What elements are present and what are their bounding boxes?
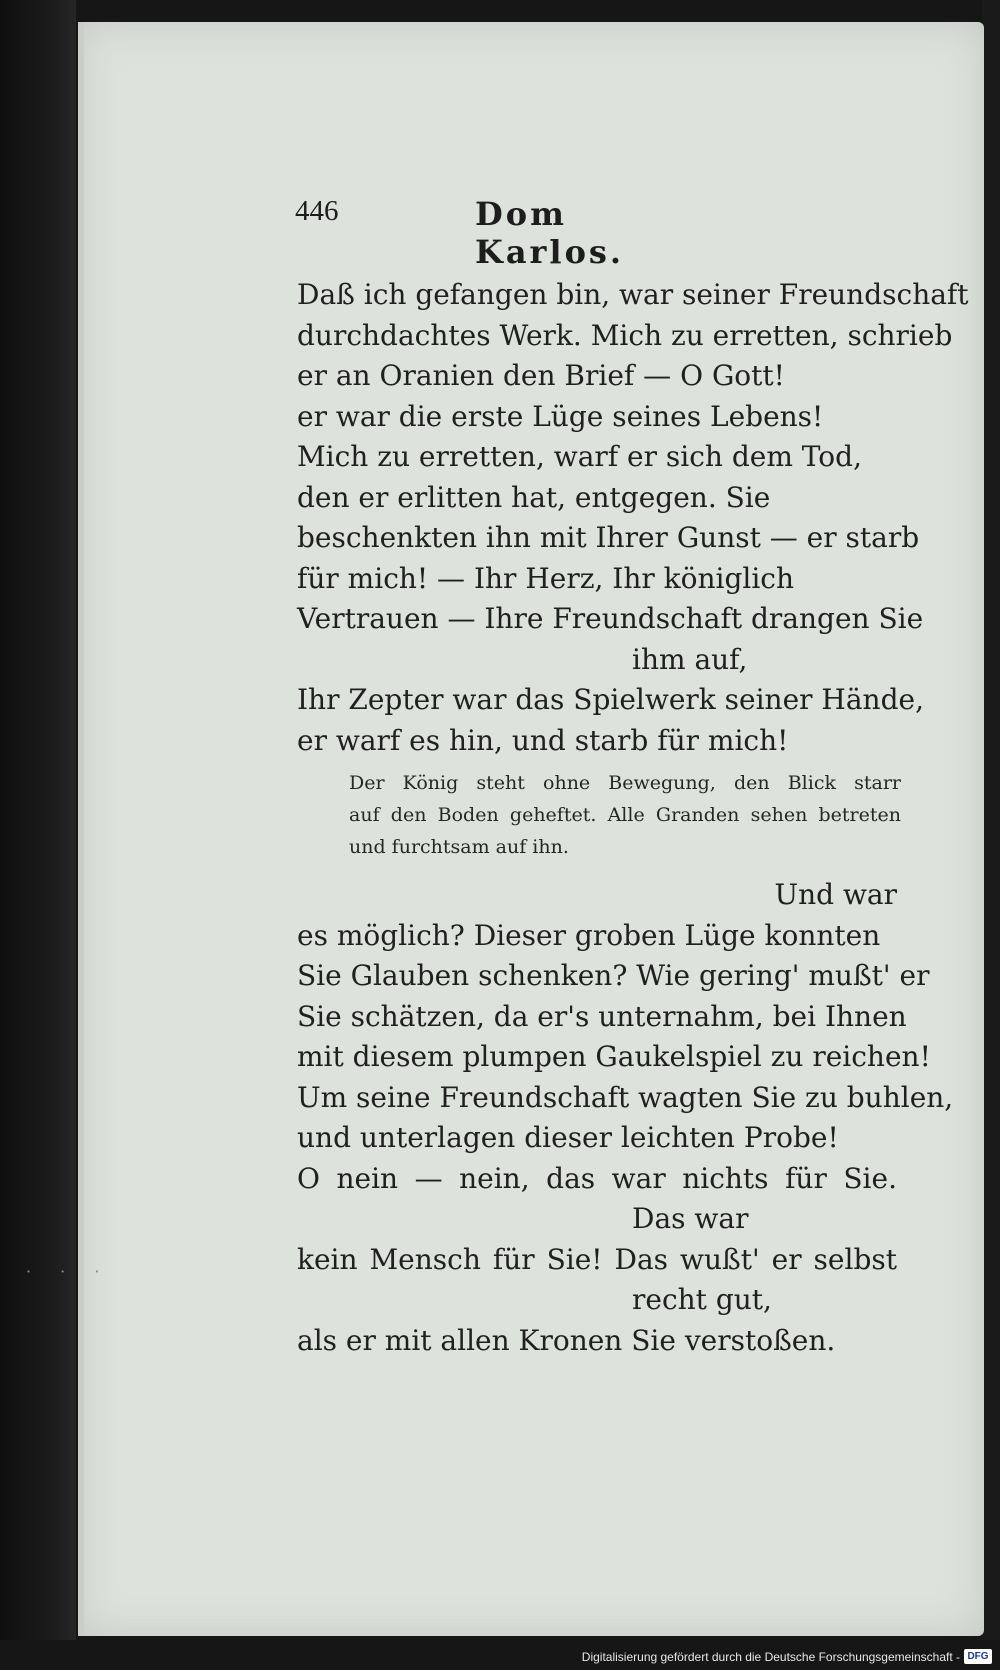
text-line: Um seine Freundschaft wagten Sie zu buhlen, <box>297 1080 954 1114</box>
text-line: Mich zu erretten, warf er sich dem Tod, <box>297 440 862 473</box>
page-body <box>297 275 969 1361</box>
stage-direction-line: auf den Boden geheftet. Alle Granden sehen betreten <box>349 804 901 826</box>
text-line: er an Oranien den Brief — O Gott! <box>297 359 785 392</box>
verse-block-1 <box>297 275 969 761</box>
text-line: Das war <box>632 1202 749 1235</box>
stage-direction-line: Der König steht ohne Bewegung, den Blick starr <box>349 772 901 794</box>
text-line: als er mit allen Kronen Sie verstoßen. <box>297 1323 836 1357</box>
text-line: Und war <box>774 878 897 911</box>
margin-dots: · · · <box>26 1262 112 1281</box>
stage-direction <box>297 767 901 863</box>
text-line: Daß ich gefangen bin, war seiner Freundschaft <box>297 278 969 311</box>
text-line: mit diesem plumpen Gaukelspiel zu reichen! <box>297 1040 931 1073</box>
text-line: es möglich? Dieser groben Lüge konnten <box>297 918 881 952</box>
footer-bar <box>0 1640 1000 1670</box>
text-line: er warf es hin, und starb für mich! <box>297 723 789 757</box>
text-line: den er erlitten hat, entgegen. Sie <box>297 480 771 514</box>
text-line: Vertrauen — Ihre Freundschaft drangen Sie <box>297 602 924 635</box>
verse-block-2 <box>297 875 954 1361</box>
text-line: ihm auf, <box>632 642 748 676</box>
funding-credit: Digitalisierung gefördert durch die Deutsche Forschungsgemeinschaft - <box>581 1650 960 1664</box>
page-header <box>295 195 715 271</box>
scan-right-margin <box>982 0 1000 1640</box>
text-line: durchdachtes Werk. Mich zu erretten, schrieb <box>297 318 953 352</box>
text-line: Ihr Zepter war das Spielwerk seiner Hände, <box>297 683 924 716</box>
text-line: O nein — nein, das war nichts für Sie. <box>297 1161 897 1195</box>
text-line: kein Mensch für Sie! Das wußt' er selbst <box>297 1242 897 1276</box>
text-line: er war die erste Lüge seines Lebens! <box>297 399 824 433</box>
running-title: Dom Karlos. <box>475 195 625 271</box>
page-edge <box>78 22 84 1636</box>
stage-direction-line: und furchtsam auf ihn. <box>349 836 569 858</box>
dfg-logo: DFG <box>964 1649 992 1664</box>
text-line: für mich! — Ihr Herz, Ihr königlich <box>297 561 794 595</box>
text-line: und unterlagen dieser leichten Probe! <box>297 1121 839 1154</box>
text-line: Sie Glauben schenken? Wie gering' mußt' er <box>297 959 930 992</box>
page-number: 446 <box>295 195 339 227</box>
text-line: Sie schätzen, da er's unternahm, bei Ihnen <box>297 999 907 1033</box>
text-line: recht gut, <box>632 1283 772 1316</box>
scan-left-margin <box>0 0 76 1640</box>
text-line: beschenkten ihn mit Ihrer Gunst — er starb <box>297 521 920 554</box>
